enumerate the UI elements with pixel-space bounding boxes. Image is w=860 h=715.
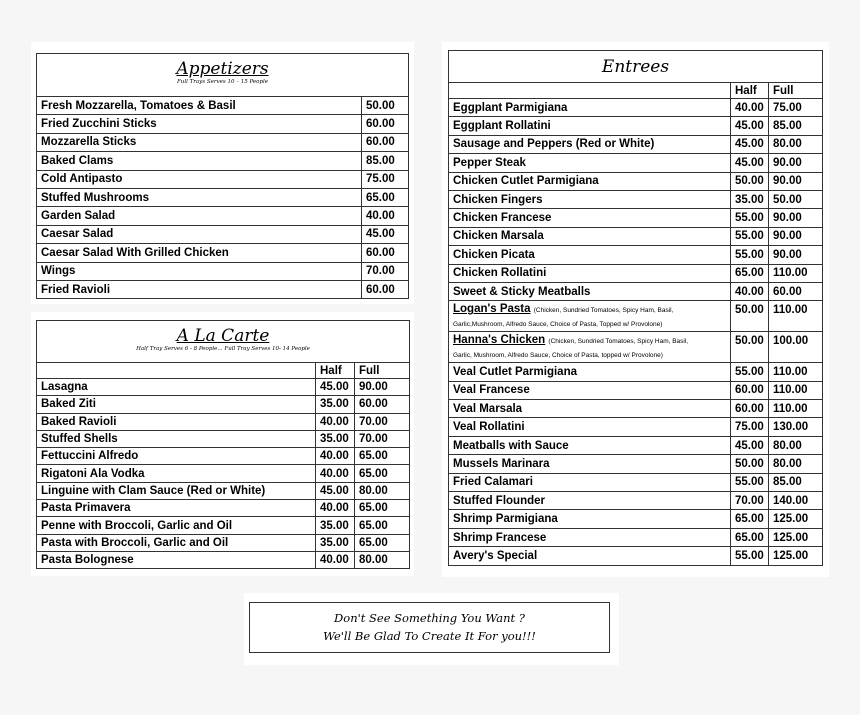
appetizer-price: 60.00 [362,280,409,298]
appetizer-price: 45.00 [362,225,409,243]
entree-full-price: 140.00 [769,492,823,510]
entree-full-price: 100.00 [769,332,823,363]
appetizer-price: 60.00 [362,133,409,151]
alacarte-name: Baked Ravioli [37,413,316,430]
entree-half-price: 55.00 [731,473,769,491]
entrees-name-header [449,83,731,99]
alacarte-half-price: 35.00 [316,534,355,551]
entree-half-price: 75.00 [731,418,769,436]
entree-name: Veal Rollatini [449,418,731,436]
appetizer-row [37,262,409,280]
alacarte-half-price: 40.00 [316,448,355,465]
alacarte-half-header: Half [316,363,355,379]
entree-half-price: 40.00 [731,99,769,117]
entree-row [449,473,823,491]
appetizers-card [31,42,414,304]
entrees-title: Entrees [601,56,670,77]
entree-name: Hanna's Chicken [453,334,546,347]
appetizer-row [37,152,409,170]
appetizer-name: Mozzarella Sticks [37,133,362,151]
entree-full-price: 125.00 [769,528,823,546]
alacarte-row [37,517,410,534]
entree-name: Chicken Rollatini [449,264,731,282]
alacarte-name-header [37,363,316,379]
appetizer-name: Caesar Salad With Grilled Chicken [37,244,362,262]
alacarte-full-price: 80.00 [355,551,410,568]
entree-half-price: 70.00 [731,492,769,510]
entree-row [449,528,823,546]
entree-half-price: 35.00 [731,190,769,208]
alacarte-full-header: Full [355,363,410,379]
entree-note: (Chicken, Sundried Tomatoes, Spicy Ham, Basil, [533,307,674,315]
entree-row-hannas-chicken [449,332,823,363]
entree-half-price: 55.00 [731,246,769,264]
entree-name: Shrimp Francese [449,528,731,546]
alacarte-half-price: 40.00 [316,551,355,568]
alacarte-subtitle: Half Tray Serves 6 - 8 People... Full Tray Serves 10- 14 People [136,346,310,352]
entree-note: (Chicken, Sundried Tomatoes, Spicy Ham, Basil, [548,338,689,346]
appetizer-name: Cold Antipasto [37,170,362,188]
entree-row [449,99,823,117]
entree-full-price: 130.00 [769,418,823,436]
entree-half-price: 55.00 [731,227,769,245]
entree-half-price: 65.00 [731,528,769,546]
entree-full-price: 110.00 [769,363,823,381]
entree-half-price: 65.00 [731,510,769,528]
entree-name: Chicken Marsala [449,227,731,245]
entree-name: Chicken Picata [449,246,731,264]
alacarte-name: Pasta Primavera [37,500,316,517]
alacarte-name: Linguine with Clam Sauce (Red or White) [37,482,316,499]
alacarte-name: Penne with Broccoli, Garlic and Oil [37,517,316,534]
entree-half-price: 55.00 [731,363,769,381]
entree-half-price: 60.00 [731,381,769,399]
entree-name: Sweet & Sticky Meatballs [449,282,731,300]
entree-full-price: 85.00 [769,473,823,491]
alacarte-name: Pasta with Broccoli, Garlic and Oil [37,534,316,551]
entree-full-price: 125.00 [769,547,823,565]
appetizer-price: 85.00 [362,152,409,170]
footer-card [244,593,619,665]
appetizer-name: Garden Salad [37,207,362,225]
entrees-card [442,42,829,577]
alacarte-full-price: 65.00 [355,534,410,551]
entree-name: Chicken Fingers [449,190,731,208]
entree-name: Avery's Special [449,547,731,565]
alacarte-full-price: 90.00 [355,379,410,396]
entree-row [449,282,823,300]
entree-full-price: 110.00 [769,400,823,418]
alacarte-full-price: 65.00 [355,500,410,517]
entree-full-price: 110.00 [769,301,823,332]
entrees-column-headers [449,83,823,99]
entree-row [449,117,823,135]
entrees-half-header: Half [731,83,769,99]
entree-row [449,510,823,528]
appetizer-row [37,170,409,188]
entree-half-price: 50.00 [731,332,769,363]
entree-full-price: 125.00 [769,510,823,528]
entree-full-price: 90.00 [769,246,823,264]
alacarte-half-price: 40.00 [316,465,355,482]
entree-name: Stuffed Flounder [449,492,731,510]
entree-name: Pepper Steak [449,154,731,172]
appetizer-row [37,280,409,298]
appetizer-price: 60.00 [362,244,409,262]
entree-full-price: 75.00 [769,99,823,117]
appetizer-row [37,188,409,206]
alacarte-full-price: 65.00 [355,465,410,482]
alacarte-row [37,396,410,413]
alacarte-half-price: 40.00 [316,500,355,517]
entree-full-price: 90.00 [769,227,823,245]
entree-row [449,547,823,565]
alacarte-row [37,500,410,517]
appetizer-name: Fried Zucchini Sticks [37,115,362,133]
alacarte-name: Rigatoni Ala Vodka [37,465,316,482]
appetizer-price: 65.00 [362,188,409,206]
entree-name: Chicken Francese [449,209,731,227]
entree-name: Logan's Pasta [453,303,531,316]
alacarte-name: Stuffed Shells [37,430,316,447]
entree-half-price: 40.00 [731,282,769,300]
entree-half-price: 45.00 [731,154,769,172]
entree-half-price: 50.00 [731,455,769,473]
alacarte-half-price: 45.00 [316,379,355,396]
alacarte-name: Lasagna [37,379,316,396]
appetizers-subtitle: Full Trays Serves 10 – 15 People [176,79,268,85]
entree-row [449,436,823,454]
alacarte-half-price: 35.00 [316,517,355,534]
alacarte-title: A La Carte [176,326,270,346]
footer-message [249,602,610,653]
entree-half-price: 55.00 [731,209,769,227]
alacarte-table [36,320,410,569]
entree-row [449,209,823,227]
alacarte-full-price: 65.00 [355,517,410,534]
alacarte-row [37,413,410,430]
entree-half-price: 45.00 [731,135,769,153]
alacarte-name: Pasta Bolognese [37,551,316,568]
entrees-full-header: Full [769,83,823,99]
appetizer-row [37,207,409,225]
alacarte-half-price: 35.00 [316,430,355,447]
entree-full-price: 80.00 [769,436,823,454]
appetizer-price: 70.00 [362,262,409,280]
entree-row [449,135,823,153]
alacarte-card [31,312,414,576]
entree-full-price: 80.00 [769,455,823,473]
alacarte-row [37,534,410,551]
entree-row [449,492,823,510]
entree-name: Eggplant Parmigiana [449,99,731,117]
alacarte-row [37,430,410,447]
entree-half-price: 45.00 [731,436,769,454]
entree-row [449,246,823,264]
entree-half-price: 50.00 [731,301,769,332]
entree-name: Veal Marsala [449,400,731,418]
footer-line-2: We'll Be Glad To Create It For you!!! [323,629,536,643]
alacarte-half-price: 40.00 [316,413,355,430]
appetizer-price: 60.00 [362,115,409,133]
alacarte-full-price: 80.00 [355,482,410,499]
appetizers-header [37,54,409,97]
alacarte-full-price: 65.00 [355,448,410,465]
alacarte-full-price: 70.00 [355,430,410,447]
entree-full-price: 110.00 [769,381,823,399]
entree-row [449,363,823,381]
entree-full-price: 50.00 [769,190,823,208]
entree-note: Garlic,Mushroom, Alfredo Sauce, Choice of Pasta, Topped w/ Provolone) [453,321,663,329]
entree-half-price: 55.00 [731,547,769,565]
entree-full-price: 90.00 [769,154,823,172]
appetizer-name: Stuffed Mushrooms [37,188,362,206]
appetizer-price: 75.00 [362,170,409,188]
entree-full-price: 110.00 [769,264,823,282]
appetizer-name: Fried Ravioli [37,280,362,298]
entree-row [449,418,823,436]
appetizer-row [37,225,409,243]
entree-name: Sausage and Peppers (Red or White) [449,135,731,153]
entree-full-price: 80.00 [769,135,823,153]
appetizer-row [37,244,409,262]
entree-row [449,381,823,399]
alacarte-name: Baked Ziti [37,396,316,413]
entree-name: Fried Calamari [449,473,731,491]
entree-name: Chicken Cutlet Parmigiana [449,172,731,190]
appetizer-price: 50.00 [362,97,409,115]
entree-row [449,154,823,172]
entree-half-price: 60.00 [731,400,769,418]
entree-name: Shrimp Parmigiana [449,510,731,528]
appetizer-row [37,97,409,115]
appetizers-list [37,97,409,299]
entree-half-price: 65.00 [731,264,769,282]
alacarte-header [37,321,410,363]
entrees-list-bottom [449,363,823,565]
entree-half-price: 50.00 [731,172,769,190]
entree-row [449,190,823,208]
footer-line-1: Don't See Something You Want ? [334,611,525,625]
appetizers-title: Appetizers [176,59,269,79]
alacarte-half-price: 45.00 [316,482,355,499]
appetizer-row [37,115,409,133]
appetizers-table [36,53,409,299]
entrees-table [448,50,823,566]
entree-full-price: 90.00 [769,209,823,227]
alacarte-half-price: 35.00 [316,396,355,413]
entree-half-price: 45.00 [731,117,769,135]
appetizer-name: Wings [37,262,362,280]
entree-full-price: 85.00 [769,117,823,135]
entree-note: Garlic, Mushroom, Alfredo Sauce, Choice of Pasta, topped w/ Provolone) [453,352,663,360]
appetizer-name: Baked Clams [37,152,362,170]
entree-row [449,455,823,473]
entree-row [449,227,823,245]
entree-name: Eggplant Rollatini [449,117,731,135]
appetizer-price: 40.00 [362,207,409,225]
alacarte-row [37,482,410,499]
alacarte-full-price: 70.00 [355,413,410,430]
entree-row-logans-pasta [449,301,823,332]
alacarte-row [37,379,410,396]
entree-full-price: 90.00 [769,172,823,190]
entree-row [449,264,823,282]
alacarte-column-headers [37,363,410,379]
alacarte-row [37,551,410,568]
entree-name: Meatballs with Sauce [449,436,731,454]
appetizer-name: Fresh Mozzarella, Tomatoes & Basil [37,97,362,115]
appetizer-row [37,133,409,151]
entree-row [449,172,823,190]
alacarte-name: Fettuccini Alfredo [37,448,316,465]
entree-name: Veal Francese [449,381,731,399]
entree-name: Mussels Marinara [449,455,731,473]
entrees-header [449,51,823,83]
entree-row [449,400,823,418]
alacarte-full-price: 60.00 [355,396,410,413]
entree-full-price: 60.00 [769,282,823,300]
appetizer-name: Caesar Salad [37,225,362,243]
alacarte-row [37,448,410,465]
entrees-list-top [449,99,823,301]
entree-name: Veal Cutlet Parmigiana [449,363,731,381]
alacarte-list [37,379,410,569]
alacarte-row [37,465,410,482]
